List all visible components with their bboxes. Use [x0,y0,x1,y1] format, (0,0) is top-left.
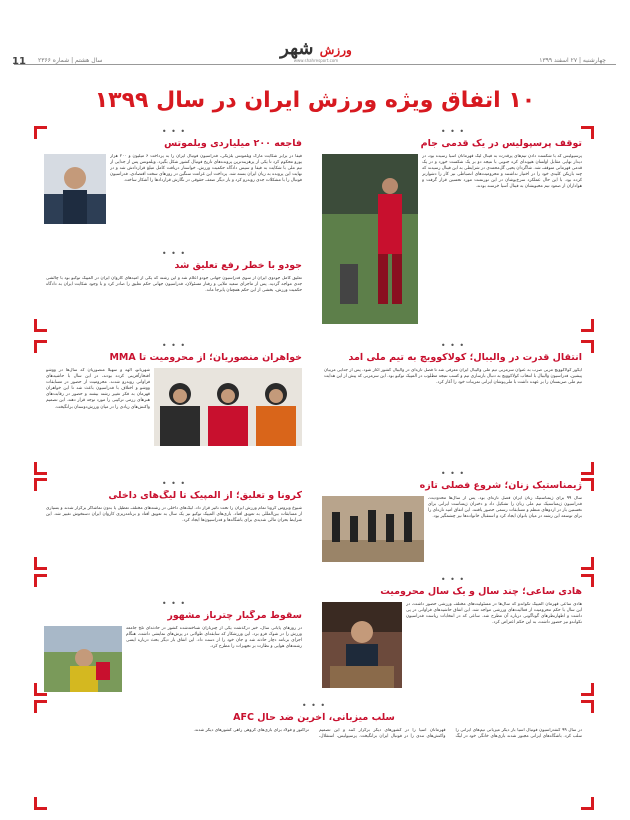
article-title: توقف پرسپولیس در یک قدمی جام [420,138,582,149]
date-info: چهارشنبه | ۲۷ اسفند ۱۳۹۹ [539,57,606,64]
issue-info: سال هشتم | شماره ۲۳۶۶ [38,57,103,64]
article-persepolis: • • • توقف پرسپولیس در یک قدمی جام پرسپولیس که با شکست دادن تیم‌های پرقدرت به فینال لیگ قهرمانان آسیا رسیده بود، در دیدار نهایی مقابل اولسان هیوندای کره جنوبی با نتیجه دو بر یک شکست خورد و در یک قدمی قهرمانی متوقف شد. شاگردان یحیی گل‌محمدی در شرایطی به این فینال رسیدند که چند بازیکن کلیدی خود را در اختیار نداشتند و محرومیت‌های انضباطی نیز کار را دشوارتر کرده بود. با این حال عملکرد سرخ‌پوشان در این تورنمنت مورد تحسین قرار گرفت و هواداران از صعود تیم محبوبشان به فینال آسیا خرسند بودند. [318,128,588,328]
photo-mansourian-sisters [154,368,302,446]
article-body: سال ۹۹ برای ژیمناستیک زنان ایران فصل تازه‌ای بود. پس از سال‌ها محدودیت، فدراسیون ژیمناستیک تیم ملی زنان را تشکیل داد و دختران ژیمناست ایرانی برای نخستین بار در اردوهای منظم و مسابقات رسمی حضور یافتند. این اتفاق امید تازه‌ای را برای توسعه این رشته در میان بانوان ایجاد کرد و استقبال خانواده‌ها نیز چشمگیر بود. [428,496,582,520]
article-volleyball: • • • انتقال قدرت در والیبال؛ کولاکوویچ به تیم ملی آمد ایگور کولاکوویچ مربی صرب به عنوان سرمربی تیم ملی والیبال ایران معرفی شد تا فصل تازه‌ای در والیبال کشور آغاز شود. پس از جدایی مربیان پیشین، فدراسیون والیبال با انتخاب کولاکوویچ به دنبال بازسازی تیم و کسب نتیجه مطلوب در المپیک توکیو بود. این سرمربی که پیش از این هدایت تیم ملی صربستان را بر عهده داشت با ملی‌پوشان ایرانی تمرینات خود را آغاز کرد. [318,342,588,472]
photo-gymnastics [322,496,424,562]
article-hadi-saei: • • • هادی ساعی؛ چند سال و یک سال محرومیت هادی ساعی قهرمان المپیک تکواندو که سال‌ها در مسئولیت‌های مختلف ورزشی حضور داشت، در این سال با حکم محرومیت از فعالیت‌های ورزشی مواجه شد. این اتفاق حاشیه‌های فراوانی در پی داشت و اظهارنظرهای گوناگونی درباره آن مطرح شد. ساعی که در انتخابات ریاست فدراسیون تکواندو نیز حضور داشت، به این حکم اعتراض کرد. [318,576,588,694]
page-header [0,0,630,70]
article-body: تعلیق کامل جودوی ایران از سوی فدراسیون جهانی جودو اعلام شد و این رشته که یکی از امیدهای کاروان ایران در المپیک توکیو بود با چالشی جدی مواجه گردید. پس از ماجرای سعید ملایی و رفتار مسئولان، فدراسیون جهانی حکم تعلیق را صادر کرد و با وجود شکایت ایران به دادگاه حکمیت ورزش، بخشی از این حکم همچنان پابرجا ماند. [46,276,302,294]
article-corona: • • • کرونا و تعلیق؛ از المپیک تا لیگ‌های داخلی شیوع ویروس کرونا تمام ورزش ایران را تحت تاثیر قرار داد. لیگ‌های داخلی در رشته‌های مختلف تعطیل یا بدون تماشاگر برگزار شدند و بسیاری از مسابقات بین‌المللی به تعویق افتاد. بازی‌های المپیک توکیو نیز یک سال به تعویق افتاد و برنامه‌ریزی کاروان ایران دستخوش تغییر شد. این شرایط بحران مالی شدیدی برای باشگاه‌ها و فدراسیون‌ها ایجاد کرد. [40,480,308,568]
article-body: هادی ساعی قهرمان المپیک تکواندو که سال‌ها در مسئولیت‌های مختلف ورزشی حضور داشت، در این سال با حکم محرومیت از فعالیت‌های ورزشی مواجه شد. این اتفاق حاشیه‌های فراوانی در پی داشت و اظهارنظرهای گوناگونی درباره آن مطرح شد. ساعی که در انتخابات ریاست فدراسیون تکواندو نیز حضور داشت، به این حکم اعتراض کرد. [406,602,582,626]
article-title: انتقال قدرت در والیبال؛ کولاکوویچ به تیم ملی آمد [348,352,582,363]
article-parachutist: • • • سقوط مرگبار چترباز مشهور در روزهای پایانی سال، خبر درگذشت یکی از چتربازان شناخته‌شده کشور در حادثه‌ای تلخ جامعه ورزش را در شوک فرو برد. این ورزشکار که سابقه‌ای طولانی در پرش‌های نمایشی داشت، هنگام اجرای برنامه دچار حادثه شد و جان خود را از دست داد. این اتفاق بار دیگر بحث درباره ایمنی رشته‌های هوایی و نظارت بر تجهیزات را مطرح کرد. [40,600,308,694]
article-body: شهربانو، الهه و سهیلا منصوریان که سال‌ها در ووشو افتخارآفرینی کرده بودند، در این سال با حاشیه‌های فراوانی روبه‌رو شدند. محرومیت از حضور در مسابقات ووشو و اختلاف با فدراسیون باعث شد تا این خواهران قهرمان به فکر تغییر رشته بیفتند و حضور در رقابت‌های هنرهای رزمی ترکیبی را مورد توجه قرار دهند. این تصمیم واکنش‌های زیادی را در میان ورزش‌دوستان برانگیخت. [46,368,150,410]
photo-hadi-saei [322,602,402,688]
article-title: خواهران منصوریان؛ از محرومیت تا MMA [109,352,302,363]
photo-persepolis [322,154,418,324]
article-body: پرسپولیس که با شکست دادن تیم‌های پرقدرت به فینال لیگ قهرمانان آسیا رسیده بود، در دیدار نهایی مقابل اولسان هیوندای کره جنوبی با نتیجه دو بر یک شکست خورد و در یک قدمی قهرمانی متوقف شد. شاگردان یحیی گل‌محمدی در شرایطی به این فینال رسیدند که چند بازیکن کلیدی خود را در اختیار نداشتند و محرومیت‌های انضباطی نیز کار را دشوارتر کرده بود. با این حال عملکرد سرخ‌پوشان در این تورنمنت مورد تحسین قرار گرفت و هواداران از صعود تیم محبوبشان به فینال آسیا خرسند بودند. [422,154,582,190]
article-afc-hosting: • • • سلب میزبانی، آخرین ضد حال AFC در سال ۹۹ کنفدراسیون فوتبال آسیا بار دیگر میزبانی تیم‌های ایرانی را سلب کرد. باشگاه‌های ایرانی مجبور شدند بازی‌های خانگی خود در لیگ قهرمانان آسیا را در کشورهای دیگر برگزار کنند و این تصمیم واکنش‌های تندی را در فوتبال ایران برانگیخت. پرسپولیس، استقلال، تراکتور و فولاد برای بازی‌های گروهی راهی کشورهای دیگر شدند. [40,702,588,808]
logo-website: www.shahresport.com [293,58,339,63]
article-title: فاجعه ۲۰۰ میلیاردی ویلموتس [164,138,302,149]
article-body: شیوع ویروس کرونا تمام ورزش ایران را تحت تاثیر قرار داد. لیگ‌های داخلی در رشته‌های مختلف تعطیل یا بدون تماشاگر برگزار شدند و بسیاری از مسابقات بین‌المللی به تعویق افتاد. بازی‌های المپیک توکیو نیز یک سال به تعویق افتاد و برنامه‌ریزی کاروان ایران دستخوش تغییر شد. این شرایط بحران مالی شدیدی برای باشگاه‌ها و فدراسیون‌ها ایجاد کرد. [46,506,302,524]
article-body: ایگور کولاکوویچ مربی صرب به عنوان سرمربی تیم ملی والیبال ایران معرفی شد تا فصل تازه‌ای در والیبال کشور آغاز شود. پس از جدایی مربیان پیشین، فدراسیون والیبال با انتخاب کولاکوویچ به دنبال بازسازی تیم و کسب نتیجه مطلوب در المپیک توکیو بود. این سرمربی که پیش از این هدایت تیم ملی صربستان را بر عهده داشت با ملی‌پوشان ایرانی تمرینات خود را آغاز کرد. [324,368,582,386]
article-title: ژیمناستیک زنان؛ شروع فصلی تازه [419,480,582,491]
article-title: سقوط مرگبار چترباز مشهور [167,610,302,621]
article-title: کرونا و تعلیق؛ از المپیک تا لیگ‌های داخلی [108,490,302,501]
article-body: فیفا در برابر شکایت مارک ویلموتس بلژیکی، فدراسیون فوتبال ایران را به پرداخت ۶ میلیون و ۲۰۰ هزار یورو محکوم کرد تا یکی از پرهزینه‌ترین پرونده‌های تاریخ فوتبال کشور شکل بگیرد. ویلموتس پس از جدایی از تیم ملی با شکایت به فیفا و سپس دادگاه حکمیت ورزش، خواستار دریافت کامل مبلغ قراردادش شد و در نهایت این پرونده به زیان ایران بسته شد. پرداخت این غرامت سنگین در روزهای سخت اقتصادی، فدراسیون فوتبال را با مشکلات جدی روبه‌رو کرد و بار دیگر ضعف حقوقی در نگارش قراردادها را آشکار ساخت. [110,154,302,184]
article-title: سلب میزبانی، آخرین ضد حال AFC [233,712,395,723]
photo-parachutist [44,626,122,692]
article-title: جودو با خطر رفع تعلیق شد [174,260,302,271]
article-body: در روزهای پایانی سال، خبر درگذشت یکی از چتربازان شناخته‌شده کشور در حادثه‌ای تلخ جامعه ورزش را در شوک فرو برد. این ورزشکار که سابقه‌ای طولانی در پرش‌های نمایشی داشت، هنگام اجرای برنامه دچار حادثه شد و جان خود را از دست داد. این اتفاق بار دیگر بحث درباره ایمنی رشته‌های هوایی و نظارت بر تجهیزات را مطرح کرد. [126,626,302,650]
article-wilmots: • • • فاجعه ۲۰۰ میلیاردی ویلموتس فیفا در برابر شکایت مارک ویلموتس بلژیکی، فدراسیون فوتبال ایران را به پرداخت ۶ میلیون و ۲۰۰ هزار یورو محکوم کرد تا یکی از پرهزینه‌ترین پرونده‌های تاریخ فوتبال کشور شکل بگیرد. ویلموتس پس از جدایی از تیم ملی با شکایت به فیفا و سپس دادگاه حکمیت ورزش، خواستار دریافت کامل مبلغ قراردادش شد و در نهایت این پرونده به زیان ایران بسته شد. پرداخت این غرامت سنگین در روزهای سخت اقتصادی، فدراسیون فوتبال را با مشکلات جدی روبه‌رو کرد و بار دیگر ضعف حقوقی در نگارش قراردادها را آشکار ساخت. [40,128,308,238]
article-judo: • • • جودو با خطر رفع تعلیق شد تعلیق کامل جودوی ایران از سوی فدراسیون جهانی جودو اعلام شد و این رشته که یکی از امیدهای کاروان ایران در المپیک توکیو بود با چالشی جدی مواجه گردید. پس از ماجرای سعید ملایی و رفتار مسئولان، فدراسیون جهانی حکم تعلیق را صادر کرد و با وجود شکایت ایران به دادگاه حکمیت ورزش، بخشی از این حکم همچنان پابرجا ماند. [40,250,308,330]
newspaper-logo: ورزش شهر [280,38,352,59]
article-gymnastics: • • • ژیمناستیک زنان؛ شروع فصلی تازه سال ۹۹ برای ژیمناستیک زنان ایران فصل تازه‌ای بود. پس از سال‌ها محدودیت، فدراسیون ژیمناستیک تیم ملی زنان را تشکیل داد و دختران ژیمناست ایرانی برای نخستین بار در اردوهای منظم و مسابقات رسمی حضور یافتند. این اتفاق امید تازه‌ای را برای توسعه این رشته در میان بانوان ایجاد کرد و استقبال خانواده‌ها نیز چشمگیر بود. [318,470,588,570]
article-mansourian: • • • خواهران منصوریان؛ از محرومیت تا MMA شهربانو، الهه و سهیلا منصوریان که سال‌ها در ووشو افتخارآفرینی کرده بودند، در این سال با حاشیه‌های فراوانی روبه‌رو شدند. محرومیت از حضور در مسابقات ووشو و اختلاف با فدراسیون باعث شد تا این خواهران قهرمان به فکر تغییر رشته بیفتند و حضور در رقابت‌های هنرهای رزمی ترکیبی را مورد توجه قرار دهند. این تصمیم واکنش‌های زیادی را در میان ورزش‌دوستان برانگیخت. [40,342,308,472]
page-title: ۱۰ اتفاق ویژه ورزش ایران در سال ۱۳۹۹ [94,88,536,113]
page-number: 11 [12,56,26,67]
header-rule [14,64,616,65]
article-body: در سال ۹۹ کنفدراسیون فوتبال آسیا بار دیگر میزبانی تیم‌های ایرانی را سلب کرد. باشگاه‌های ایرانی مجبور شدند بازی‌های خانگی خود در لیگ قهرمانان آسیا را در کشورهای دیگر برگزار کنند و این تصمیم واکنش‌های تندی را در فوتبال ایران برانگیخت. پرسپولیس، استقلال، تراکتور و فولاد برای بازی‌های گروهی راهی کشورهای دیگر شدند. [193,728,582,740]
article-title: هادی ساعی؛ چند سال و یک سال محرومیت [380,586,582,597]
photo-wilmots [44,154,106,224]
